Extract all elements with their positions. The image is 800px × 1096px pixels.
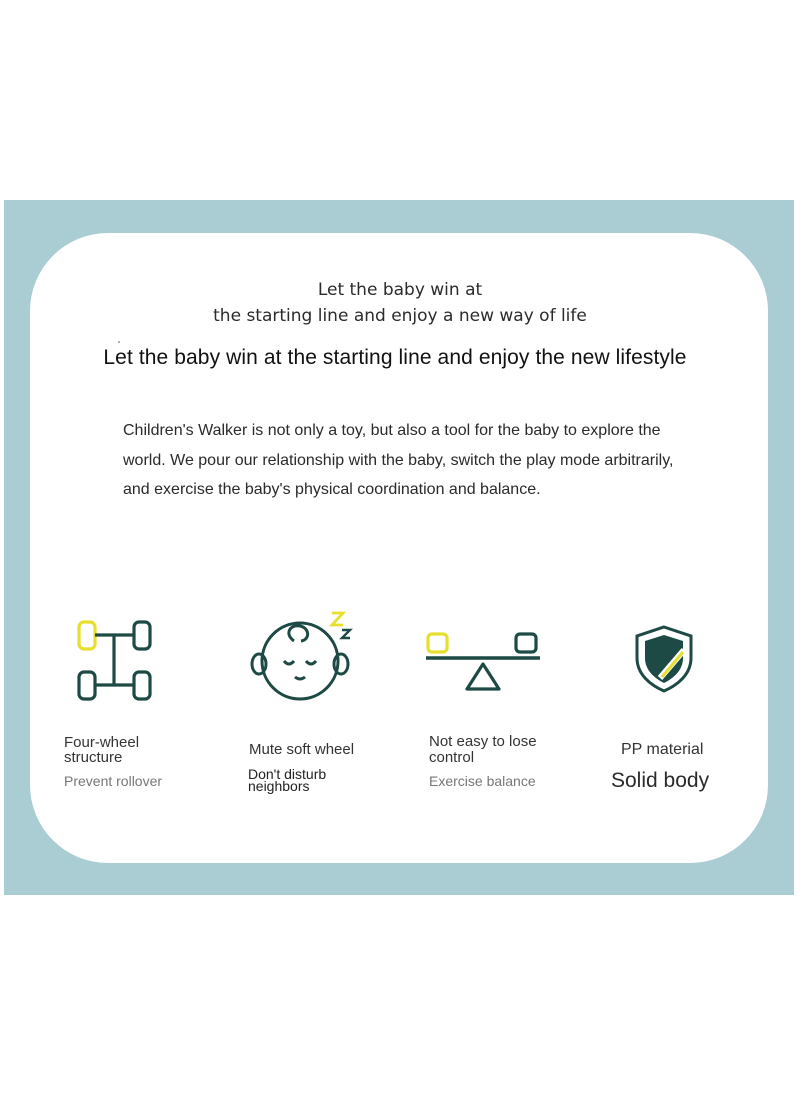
feature-2-subtitle-line-1: Don't disturb — [248, 766, 327, 782]
dust-speck — [118, 341, 120, 343]
feature-1-subtitle: Prevent rollover — [64, 773, 163, 789]
seesaw-icon — [422, 626, 546, 694]
description-line-1: Children's Walker is not only a toy, but also a tool for the baby to explore the — [123, 422, 661, 439]
feature-1-title-line-2: structure — [64, 749, 123, 766]
shield-icon — [632, 624, 696, 694]
description-line-3: and exercise the baby's physical coordination and balance. — [123, 481, 541, 498]
feature-3-title-line-1: Not easy to lose — [429, 733, 537, 750]
four-wheel-icon — [72, 614, 158, 706]
feature-1-title-line-1: Four-wheel — [64, 734, 140, 751]
description-line-2: world. We pour our relationship with the baby, switch the play mode arbitrarily, — [123, 452, 674, 469]
headline: Let the baby win at the starting line and enjoy the new lifestyle — [103, 346, 687, 369]
feature-2-title: Mute soft wheel — [249, 741, 355, 758]
feature-3-title-line-2: control — [429, 749, 475, 766]
intro-line-1: Let the baby win at — [317, 280, 483, 300]
feature-2-subtitle-line-2: neighbors — [248, 778, 310, 794]
intro-line-2: the starting line and enjoy a new way of life — [213, 306, 587, 326]
feature-3-subtitle: Exercise balance — [429, 773, 536, 789]
feature-4-subtitle: Solid body — [611, 769, 710, 792]
feature-4-title: PP material — [621, 741, 704, 758]
sleeping-baby-icon — [248, 604, 358, 706]
